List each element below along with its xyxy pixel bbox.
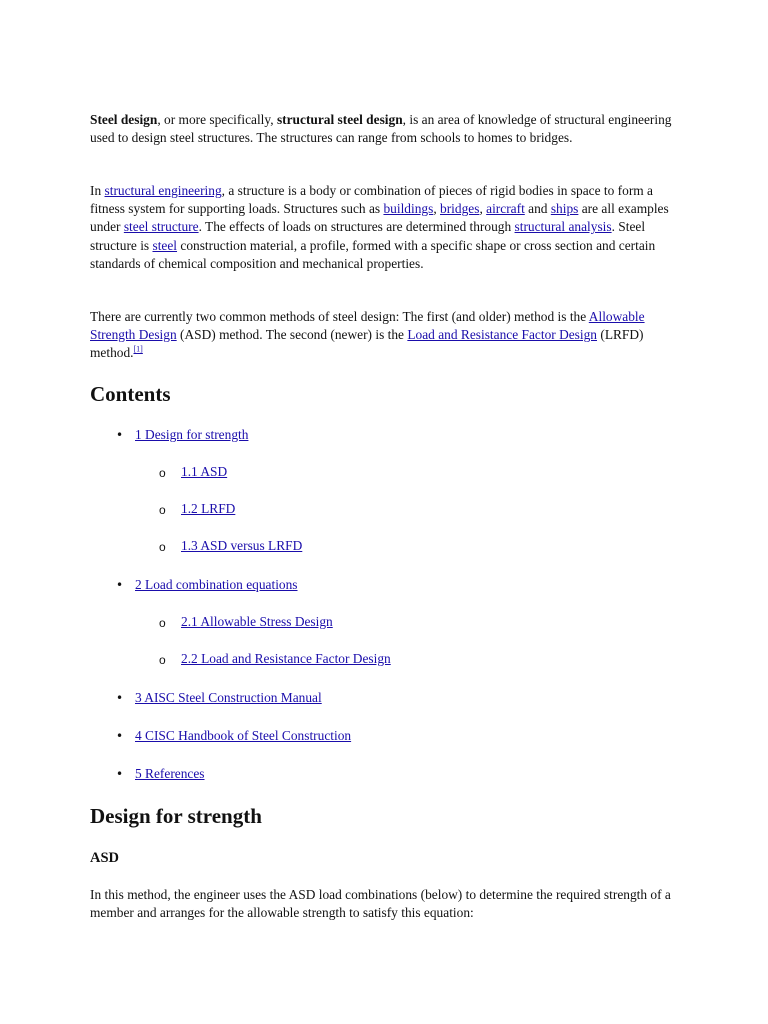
bullet-icon: [116, 765, 123, 783]
text-run: and: [524, 201, 551, 217]
toc-item-asd-versus-lrfd[interactable]: 1.3 ASD versus LRFD: [181, 538, 303, 553]
toc-item-aisc-steel-construction-manual[interactable]: 3 AISC Steel Construction Manual: [135, 690, 322, 705]
text-run: ,: [479, 201, 487, 217]
bullet-icon: [116, 727, 123, 745]
text-run: There are currently two common methods of steel design: The first (and older) method is the: [90, 309, 589, 324]
text-run: (ASD) method. The second (newer) is the: [176, 327, 408, 343]
toc-item-load-combination-equations[interactable]: 2 Load combination equations: [135, 577, 298, 592]
text-run: , or more specifically,: [157, 112, 277, 127]
subsection-heading-asd: ASD: [90, 850, 120, 866]
circle-bullet-icon: [159, 651, 166, 669]
bullet-icon: [116, 689, 123, 707]
toc-item-lrfd[interactable]: 1.2 LRFD: [181, 501, 236, 516]
section-heading-design-for-strength: Design for strength: [90, 804, 262, 828]
circle-bullet-icon: [159, 614, 166, 632]
text-run: , is an area of knowledge of structural engineering used to design steel structures. The structures can range from schools to homes to bridges.: [90, 112, 672, 146]
term-steel-design: Steel design: [90, 112, 158, 127]
text-run: . The effects of loads on structures are determined through: [198, 219, 515, 235]
link-structural-engineering[interactable]: structural engineering: [104, 183, 222, 198]
text-run: (LRFD) method.: [90, 327, 644, 361]
toc-item-cisc-handbook[interactable]: 4 CISC Handbook of Steel Construction: [135, 728, 352, 743]
toc-item-references[interactable]: 5 References: [135, 766, 205, 781]
asd-paragraph: In this method, the engineer uses the ASD load combinations (below) to determine the required strength of a member and arranges for the allowable strength to satisfy this equation:: [90, 887, 671, 921]
toc-item-design-for-strength[interactable]: 1 Design for strength: [135, 427, 249, 442]
intro-paragraph-1: [90, 111, 680, 147]
circle-bullet-icon: [159, 538, 166, 556]
intro-paragraph-2: [90, 182, 680, 273]
toc-item-load-and-resistance-factor-design[interactable]: 2.2 Load and Resistance Factor Design: [181, 651, 391, 666]
link-bridges[interactable]: bridges: [440, 201, 480, 217]
text-run: , a structure is a body or combination of pieces of rigid bodies in space to form a fitness system for supporting loads. Structures such as: [90, 183, 653, 217]
link-load-and-resistance-factor-design[interactable]: Load and Resistance Factor Design: [407, 327, 598, 343]
bullet-icon: [116, 426, 123, 444]
link-steel[interactable]: steel: [152, 237, 178, 253]
link-allowable-strength-design[interactable]: Allowable Strength Design: [90, 309, 645, 343]
text-run: ,: [433, 201, 441, 217]
link-aircraft[interactable]: aircraft: [486, 201, 525, 217]
link-buildings[interactable]: buildings: [383, 201, 434, 217]
text-run: construction material, a profile, formed with a specific shape or cross section and certain standards of chemical composition and mechanical properties.: [90, 237, 656, 271]
contents-heading: Contents: [90, 382, 171, 406]
link-steel-structure[interactable]: steel structure: [123, 219, 199, 235]
circle-bullet-icon: [159, 464, 166, 482]
term-structural-steel-design: structural steel design: [276, 112, 403, 127]
text-run: are all examples under: [90, 201, 669, 235]
intro-paragraph-3: [90, 308, 680, 363]
circle-bullet-icon: [159, 501, 166, 519]
link-structural-analysis[interactable]: structural analysis: [514, 219, 612, 235]
text-run: . Steel structure is: [90, 219, 646, 253]
toc-item-allowable-stress-design[interactable]: 2.1 Allowable Stress Design: [181, 614, 333, 629]
bullet-icon: [116, 576, 123, 594]
toc-item-asd[interactable]: 1.1 ASD: [181, 464, 228, 479]
link-ships[interactable]: ships: [550, 201, 579, 217]
reference-link-1[interactable]: [1]: [133, 344, 143, 354]
text-run: In: [90, 183, 105, 198]
